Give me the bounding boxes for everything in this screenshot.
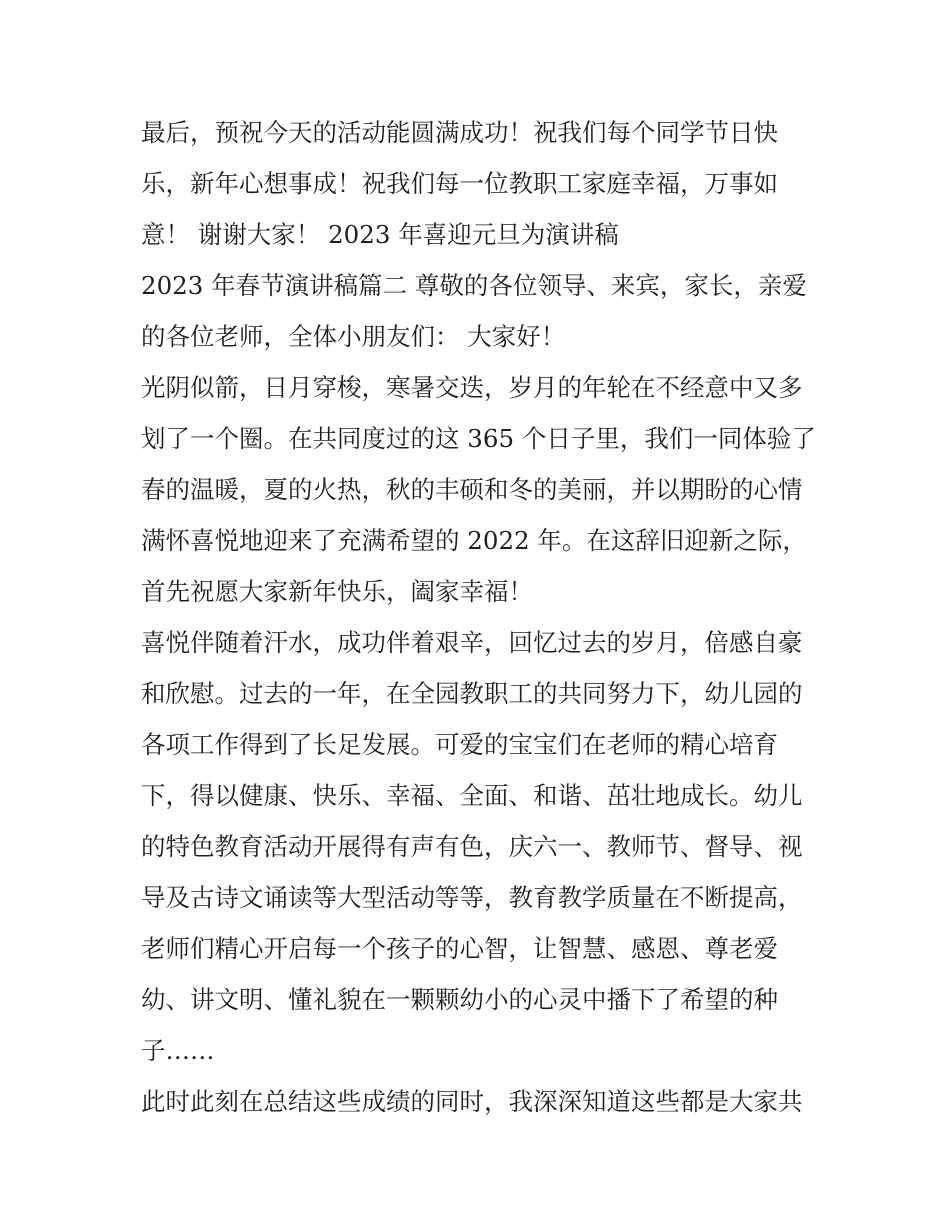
text-line: 下，得以健康、快乐、幸福、全面、和谐、茁壮地成长。幼儿 [141, 781, 803, 810]
document-body [141, 107, 816, 1127]
text-line: 乐，新年心想事成！祝我们每一位教职工家庭幸福，万事如 [141, 169, 778, 198]
text-line: 2023 年春节演讲稿篇二 尊敬的各位领导、来宾，家长，亲爱 [141, 271, 807, 300]
text-line: 划了一个圈。在共同度过的这 365 个日子里，我们一同体验了 [141, 424, 816, 453]
text-line: 此时此刻在总结这些成绩的同时，我深深知道这些都是大家共 [141, 1087, 803, 1116]
text-line: 老师们精心开启每一个孩子的心智，让智慧、感恩、尊老爱 [141, 934, 778, 963]
text-line: 春的温暖，夏的火热，秋的丰硕和冬的美丽，并以期盼的心情 [141, 475, 803, 504]
text-line: 的特色教育活动开展得有声有色，庆六一、教师节、督导、视 [141, 832, 803, 861]
text-line: 喜悦伴随着汗水，成功伴着艰辛，回忆过去的岁月，倍感自豪 [141, 628, 803, 657]
text-line: 意！ 谢谢大家！ 2023 年喜迎元旦为演讲稿 [141, 220, 619, 249]
text-line: 的各位老师，全体小朋友们： 大家好！ [141, 322, 566, 351]
text-line: 子…… [141, 1036, 215, 1065]
text-line: 光阴似箭，日月穿梭，寒暑交迭，岁月的年轮在不经意中又多 [141, 373, 803, 402]
text-line: 满怀喜悦地迎来了充满希望的 2022 年。在这辞旧迎新之际， [141, 526, 807, 555]
text-line: 各项工作得到了长足发展。可爱的宝宝们在老师的精心培育 [141, 730, 778, 759]
text-line: 和欣慰。过去的一年，在全园教职工的共同努力下，幼儿园的 [141, 679, 803, 708]
text-line: 最后，预祝今天的活动能圆满成功！祝我们每个同学节日快 [141, 118, 778, 147]
text-line: 首先祝愿大家新年快乐，阖家幸福！ [141, 577, 533, 606]
text-line: 幼、讲文明、懂礼貌在一颗颗幼小的心灵中播下了希望的种 [141, 985, 778, 1014]
text-line: 导及古诗文诵读等大型活动等等，教育教学质量在不断提高， [141, 883, 803, 912]
